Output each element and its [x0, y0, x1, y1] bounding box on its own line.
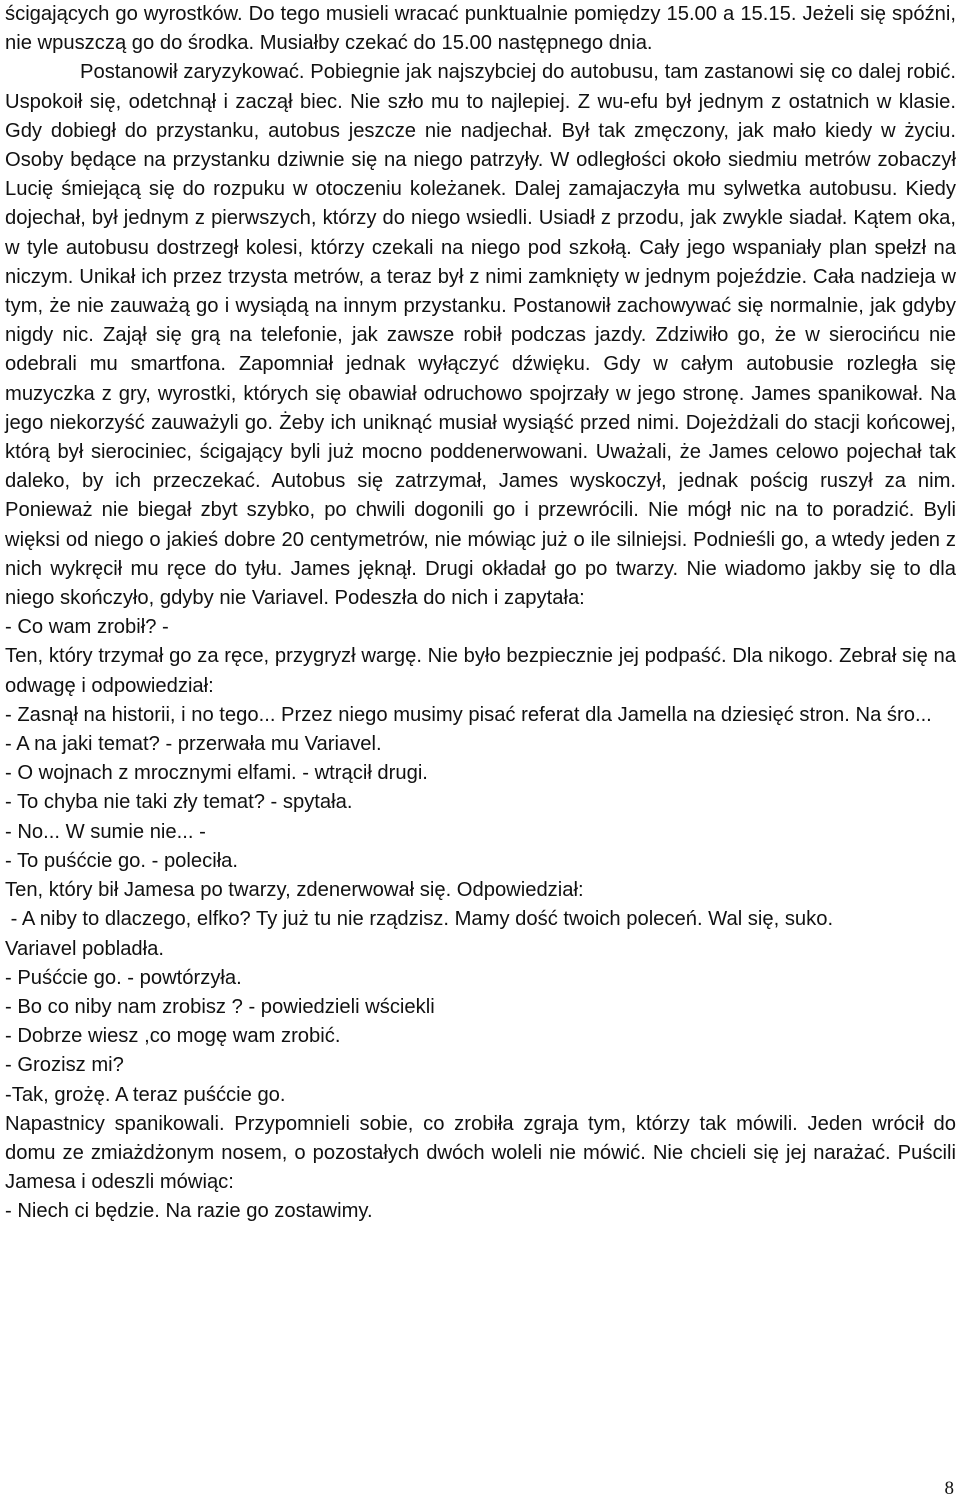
dialogue-line: - Niech ci będzie. Na razie go zostawimy. [5, 1200, 373, 1223]
dialogue-line: - Dobrze wiesz ,co mogę wam zrobić. [5, 1025, 341, 1048]
dialogue-line: - Bo co niby nam zrobisz ? - powiedzieli wściekli [5, 995, 435, 1018]
dialogue-line: - Grozisz mi? [5, 1054, 124, 1077]
body-text [5, 0, 956, 1227]
dialogue-line: - Zasnął na historii, i no tego... Przez niego musimy pisać referat dla Jamella na dziesięć stron. Na śro... [5, 703, 932, 726]
dialogue-line: - No... W sumie nie... - [5, 820, 206, 843]
dialogue-line: - Puśćcie go. - powtórzyła. [5, 966, 242, 989]
dialogue-line: - To chyba nie taki zły temat? - spytała. [5, 791, 353, 814]
paragraph: Napastnicy spanikowali. Przypomnieli sobie, co zrobiła zgraja tym, którzy tak mówili. Jeden wrócił do domu ze zmiażdżonym nosem, o pozostałych dwóch woleli nie mówić. Nie chcieli się jej narażać. Puścili Jamesa i odeszli mówiąc: [5, 1112, 956, 1194]
paragraph: ścigających go wyrostków. Do tego musieli wracać punktualnie pomiędzy 15.00 a 15.15. Jeżeli się spóźni, nie wpuszczą go do środka. Musiałby czekać do 15.00 następnego dnia. [5, 3, 956, 55]
dialogue-line: - To puśćcie go. - poleciła. [5, 849, 239, 872]
dialogue-line: - O wojnach z mrocznymi elfami. - wtrącił drugi. [5, 762, 428, 785]
dialogue-line: -Tak, grożę. A teraz puśćcie go. [5, 1083, 286, 1106]
paragraph: Ten, który bił Jamesa po twarzy, zdenerwował się. Odpowiedział: [5, 879, 584, 902]
dialogue-line: - A niby to dlaczego, elfko? Ty już tu nie rządzisz. Mamy dość twoich poleceń. Wal się, suko. [5, 908, 834, 931]
paragraph: Variavel pobladła. [5, 937, 164, 960]
dialogue-line: - A na jaki temat? - przerwała mu Variavel. [5, 733, 382, 756]
paragraph: Ten, który trzymał go za ręce, przygryzł wargę. Nie było bezpiecznie jej podpaść. Dla nikogo. Zebrał się na odwagę i odpowiedział: [5, 645, 956, 697]
page-number: 8 [944, 1478, 954, 1499]
paragraph: Postanowił zaryzykować. Pobiegnie jak najszybciej do autobusu, tam zastanowi się co dalej robić. Uspokoił się, odetchnął i zaczął biec. Nie szło mu to najlepiej. Z wu-efu był jednym z ostatnich w klasie. Gdy dobiegł do przystanku, autobus jeszcze nie nadjechał. Był tak zmęczony, jak mało kiedy w życiu. Osoby będące na przystanku dziwnie się na niego patrzyły. W odległości około siedmiu metrów zobaczył Lucię śmiejącą się do rozpuku w otoczeniu koleżanek. Dalej zamajaczyła mu sylwetka autobusu. Kiedy dojechał, był jednym z pierwszych, którzy do niego wsiedli. Usiadł z przodu, jak zwykle siadał. Kątem oka, w tyle autobusu dostrzegł kolesi, którzy czekali na niego pod szkołą. Cały jego wspaniały plan spełzł na niczym. Unikał ich przez trzysta metrów, a teraz był z nimi zamknięty w jednym pojeździe. Cała nadzieja w tym, że nie zauważą go i wysiądą na innym przystanku. Postanowił zachowywać się normalnie, jak gdyby nigdy nic. Zajął się grą na telefonie, jak zawsze robił podczas jazdy. Zdziwiło go, że w sierocińcu nie odebrali mu smartfona. Zapomniał jednak wyłączyć dźwięku. Gdy w całym autobusie rozległa się muzyczka z gry, wyrostki, których się obawiał odruchowo spojrzały w jego stronę. James spanikował. Na jego niekorzyść zauważyli go. Żeby ich uniknąć musiał wysiąść przed nimi. Dojeżdżali do stacji końcowej, którą był sierociniec, ścigający byli już mocno poddenerwowani. Uważali, że James celowo pojechał tak daleko, by ich przeczekać. Autobus się zatrzymał, James wyskoczył, jednak pościg ruszył za nim. Ponieważ nie biegał zbyt szybko, po chwili dogonili go i przewrócili. Nie mógł nic na to poradzić. Byli więksi od niego o jakieś dobre 20 centymetrów, nie mówiąc już o ile silniejsi. Podnieśli go, a wtedy jeden z nich wykręcił mu ręce do tyłu. James jęknął. Drugi okładał go po twarzy. Nie wiadomo jakby się to dla niego skończyło, gdyby nie Variavel. Podeszła do nich i zapytała: [5, 61, 956, 610]
dialogue-line: - Co wam zrobił? - [5, 616, 169, 639]
